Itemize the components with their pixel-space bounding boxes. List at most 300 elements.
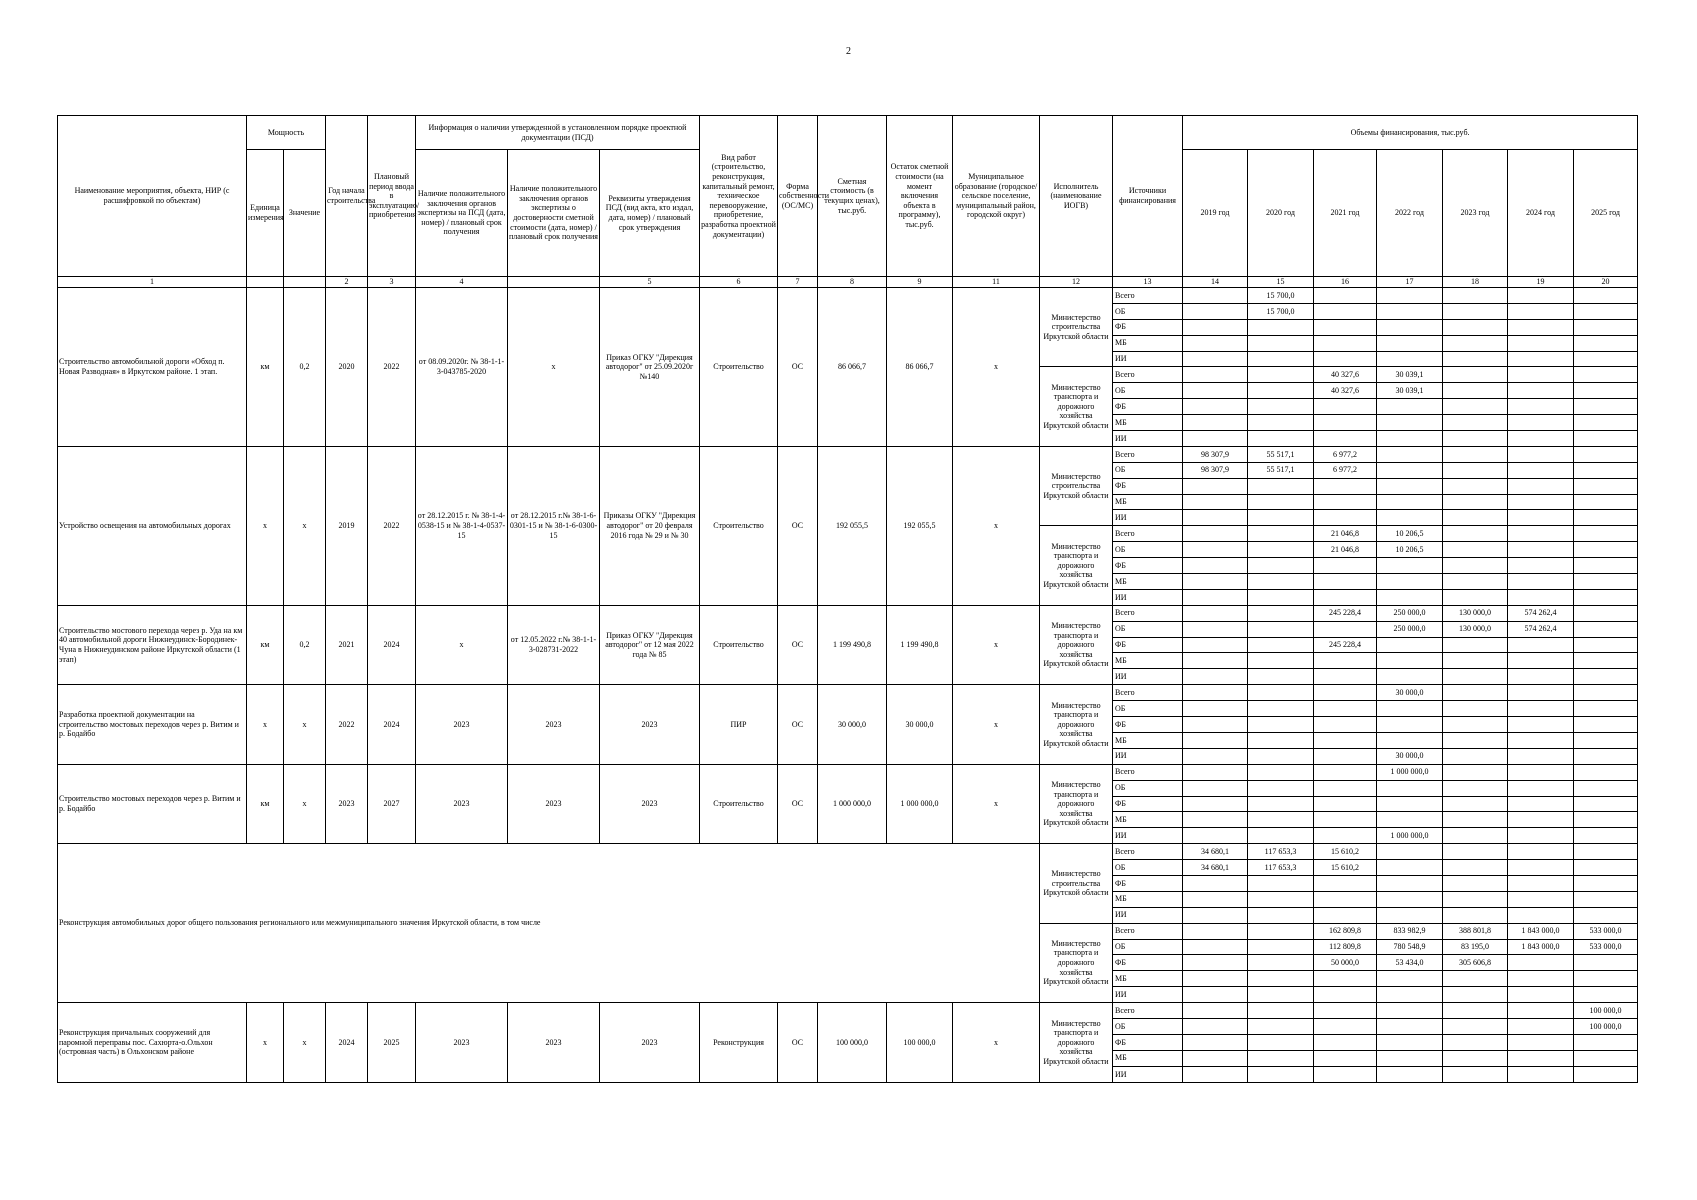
funding-value (1377, 335, 1443, 351)
value-cell: х (284, 446, 326, 605)
funding-value (1508, 780, 1574, 796)
value-cell: х (284, 1003, 326, 1083)
funding-value (1314, 987, 1377, 1003)
funding-value (1508, 319, 1574, 335)
funding-value (1248, 589, 1314, 605)
funding-value (1314, 717, 1377, 733)
funding-value (1248, 732, 1314, 748)
funding-value: 162 809,8 (1314, 923, 1377, 939)
ownership-cell: ОС (778, 1003, 818, 1083)
source-label: ИИ (1113, 748, 1183, 764)
funding-value (1377, 701, 1443, 717)
header-year: 2019 год (1183, 150, 1248, 277)
funding-value: 100 000,0 (1574, 1018, 1638, 1034)
source-label: ОБ (1113, 1018, 1183, 1034)
funding-value (1183, 875, 1248, 891)
funding-value (1248, 478, 1314, 494)
financing-table (57, 115, 1638, 1083)
psd-requisites-cell: 2023 (600, 764, 700, 843)
source-label: Всего (1113, 1003, 1183, 1019)
funding-value (1248, 542, 1314, 558)
funding-value (1183, 558, 1248, 574)
funding-value (1183, 303, 1248, 319)
header-year: 2024 год (1508, 150, 1574, 277)
funding-value (1183, 574, 1248, 590)
funding-value (1443, 1050, 1508, 1066)
funding-value (1443, 542, 1508, 558)
funding-value (1183, 542, 1248, 558)
column-number: 17 (1377, 277, 1443, 288)
funding-value: 117 653,3 (1248, 844, 1314, 860)
executor-cell: Министерство транспорта и дорожного хозяйства Иркутской области (1040, 1003, 1113, 1083)
funding-value (1508, 1018, 1574, 1034)
table-row (58, 685, 1638, 701)
funding-value: 100 000,0 (1574, 1003, 1638, 1019)
funding-value (1248, 558, 1314, 574)
source-label: МБ (1113, 891, 1183, 907)
funding-value (1443, 971, 1508, 987)
funding-value (1314, 1050, 1377, 1066)
psd-estimate-cell: 2023 (508, 685, 600, 764)
municipality-cell: х (953, 288, 1040, 447)
funding-value (1508, 574, 1574, 590)
funding-value: 245 228,4 (1314, 605, 1377, 621)
funding-value (1377, 462, 1443, 478)
funding-value (1314, 415, 1377, 431)
source-label: ОБ (1113, 462, 1183, 478)
source-label: Всего (1113, 605, 1183, 621)
table-row (58, 446, 1638, 462)
funding-value (1248, 1050, 1314, 1066)
source-label: ИИ (1113, 589, 1183, 605)
funding-value (1508, 748, 1574, 764)
est-cost-cell: 1 000 000,0 (818, 764, 887, 843)
funding-value (1574, 732, 1638, 748)
column-number: 18 (1443, 277, 1508, 288)
funding-value: 250 000,0 (1377, 621, 1443, 637)
funding-value (1443, 828, 1508, 844)
funding-value (1508, 1050, 1574, 1066)
executor-cell: Министерство транспорта и дорожного хозяйства Иркутской области (1040, 685, 1113, 764)
funding-value (1248, 923, 1314, 939)
table-row (58, 764, 1638, 780)
funding-value (1377, 1066, 1443, 1082)
funding-value (1508, 383, 1574, 399)
funding-value (1508, 971, 1574, 987)
funding-value (1248, 955, 1314, 971)
funding-value (1377, 717, 1443, 733)
funding-value (1574, 955, 1638, 971)
work-type-cell: Строительство (700, 446, 778, 605)
funding-value (1183, 637, 1248, 653)
funding-value (1377, 812, 1443, 828)
funding-value (1248, 605, 1314, 621)
psd-estimate-cell: 2023 (508, 764, 600, 843)
funding-value (1443, 685, 1508, 701)
funding-value (1183, 717, 1248, 733)
header-capacity: Мощность (247, 116, 326, 150)
remaining-cost-cell: 1 199 490,8 (887, 605, 953, 684)
funding-value (1443, 764, 1508, 780)
source-label: Всего (1113, 288, 1183, 304)
start-year-cell: 2019 (326, 446, 368, 605)
est-cost-cell: 30 000,0 (818, 685, 887, 764)
funding-value (1248, 701, 1314, 717)
funding-value (1314, 303, 1377, 319)
est-cost-cell: 1 199 490,8 (818, 605, 887, 684)
funding-value (1377, 399, 1443, 415)
column-number: 11 (953, 277, 1040, 288)
plan-period-cell: 2027 (368, 764, 416, 843)
column-number-row (58, 277, 1638, 288)
funding-value (1248, 891, 1314, 907)
funding-value: 1 843 000,0 (1508, 923, 1574, 939)
funding-value (1314, 431, 1377, 447)
psd-requisites-cell: 2023 (600, 1003, 700, 1083)
funding-value (1248, 1018, 1314, 1034)
object-name: Разработка проектной документации на строительство мостовых переходов через р. Витим и р. Бодайбо (58, 685, 247, 764)
source-label: Всего (1113, 367, 1183, 383)
funding-value (1443, 812, 1508, 828)
funding-value (1443, 1066, 1508, 1082)
funding-value (1314, 510, 1377, 526)
funding-value (1443, 637, 1508, 653)
funding-value (1183, 494, 1248, 510)
table-row (58, 605, 1638, 621)
source-label: Всего (1113, 526, 1183, 542)
funding-value (1443, 780, 1508, 796)
funding-value (1248, 637, 1314, 653)
funding-value (1508, 589, 1574, 605)
funding-value (1377, 1018, 1443, 1034)
funding-value (1377, 891, 1443, 907)
remaining-cost-cell: 100 000,0 (887, 1003, 953, 1083)
municipality-cell: х (953, 1003, 1040, 1083)
funding-value (1508, 732, 1574, 748)
remaining-cost-cell: 86 066,7 (887, 288, 953, 447)
funding-value: 6 977,2 (1314, 462, 1377, 478)
funding-value (1508, 462, 1574, 478)
funding-value (1443, 669, 1508, 685)
ownership-cell: ОС (778, 288, 818, 447)
funding-value: 245 228,4 (1314, 637, 1377, 653)
funding-value (1183, 1050, 1248, 1066)
municipality-cell: х (953, 446, 1040, 605)
funding-value: 130 000,0 (1443, 605, 1508, 621)
funding-value (1248, 526, 1314, 542)
column-number: 19 (1508, 277, 1574, 288)
est-cost-cell: 192 055,5 (818, 446, 887, 605)
source-label: Всего (1113, 685, 1183, 701)
funding-value: 15 700,0 (1248, 303, 1314, 319)
funding-value (1377, 637, 1443, 653)
funding-value (1574, 574, 1638, 590)
object-name: Строительство мостовых переходов через р. Витим и р. Бодайбо (58, 764, 247, 843)
psd-requisites-cell: Приказы ОГКУ "Дирекция автодорог" от 20 февраля 2016 года № 29 и № 30 (600, 446, 700, 605)
source-label: ФБ (1113, 399, 1183, 415)
source-label: ИИ (1113, 828, 1183, 844)
psd-estimate-cell: 2023 (508, 1003, 600, 1083)
funding-value (1248, 335, 1314, 351)
header-sources: Источники финансирования (1113, 116, 1183, 277)
funding-value (1183, 351, 1248, 367)
source-label: ОБ (1113, 303, 1183, 319)
table-row (58, 288, 1638, 304)
value-cell: 0,2 (284, 288, 326, 447)
funding-value (1508, 685, 1574, 701)
funding-value (1183, 748, 1248, 764)
funding-value (1248, 653, 1314, 669)
psd-requisites-cell: Приказ ОГКУ "Дирекция автодорог" от 25.09.2020г №140 (600, 288, 700, 447)
psd-positive-cell: от 08.09.2020г. № 38-1-1-3-043785-2020 (416, 288, 508, 447)
funding-value (1248, 828, 1314, 844)
column-number (284, 277, 326, 288)
funding-value (1574, 558, 1638, 574)
municipality-cell: х (953, 764, 1040, 843)
source-label: Всего (1113, 844, 1183, 860)
ownership-cell: ОС (778, 764, 818, 843)
funding-value (1314, 732, 1377, 748)
header-psd-positive: Наличие положительного заключения органов экспертизы на ПСД (дата, номер) / плановый срок получения (416, 150, 508, 277)
funding-value (1508, 891, 1574, 907)
column-number: 1 (58, 277, 247, 288)
start-year-cell: 2022 (326, 685, 368, 764)
funding-value (1183, 478, 1248, 494)
value-cell: 0,2 (284, 605, 326, 684)
source-label: ИИ (1113, 510, 1183, 526)
funding-value: 98 307,9 (1183, 462, 1248, 478)
municipality-cell: х (953, 685, 1040, 764)
funding-value (1574, 764, 1638, 780)
funding-value (1183, 367, 1248, 383)
funding-value (1314, 621, 1377, 637)
funding-value (1508, 367, 1574, 383)
funding-value (1183, 399, 1248, 415)
column-number: 15 (1248, 277, 1314, 288)
executor-cell: Министерство транспорта и дорожного хозяйства Иркутской области (1040, 605, 1113, 684)
funding-value (1508, 955, 1574, 971)
funding-value: 98 307,9 (1183, 446, 1248, 462)
funding-value: 15 610,2 (1314, 844, 1377, 860)
funding-value (1574, 844, 1638, 860)
funding-value (1574, 494, 1638, 510)
psd-estimate-cell: х (508, 288, 600, 447)
funding-value (1183, 907, 1248, 923)
funding-value (1508, 494, 1574, 510)
funding-value: 50 000,0 (1314, 955, 1377, 971)
funding-value (1508, 335, 1574, 351)
funding-value: 30 000,0 (1377, 685, 1443, 701)
funding-value (1508, 1034, 1574, 1050)
executor-cell: Министерство транспорта и дорожного хозяйства Иркутской области (1040, 526, 1113, 605)
funding-value: 1 843 000,0 (1508, 939, 1574, 955)
funding-value: 533 000,0 (1574, 923, 1638, 939)
funding-value (1183, 828, 1248, 844)
funding-value (1314, 1034, 1377, 1050)
source-label: ОБ (1113, 701, 1183, 717)
funding-value (1183, 812, 1248, 828)
funding-value (1183, 526, 1248, 542)
funding-value (1183, 685, 1248, 701)
source-label: ФБ (1113, 319, 1183, 335)
funding-value (1508, 288, 1574, 304)
plan-period-cell: 2025 (368, 1003, 416, 1083)
source-label: МБ (1113, 335, 1183, 351)
work-type-cell: Строительство (700, 288, 778, 447)
funding-value (1377, 796, 1443, 812)
funding-value (1443, 796, 1508, 812)
funding-value (1248, 415, 1314, 431)
funding-value (1183, 621, 1248, 637)
header-psd-estimate: Наличие положительного заключения органов экспертизы о достоверности сметной стоимости (дата, номер) / плановый срок получения (508, 150, 600, 277)
column-number: 6 (700, 277, 778, 288)
column-number: 4 (416, 277, 508, 288)
header-municipality: Муниципальное образование (городское/сельское поселение, муниципальный район, городской округ) (953, 116, 1040, 277)
funding-value (1443, 653, 1508, 669)
funding-value (1508, 1003, 1574, 1019)
funding-value (1377, 780, 1443, 796)
work-type-cell: Реконструкция (700, 1003, 778, 1083)
source-label: МБ (1113, 574, 1183, 590)
funding-value (1314, 748, 1377, 764)
funding-value (1183, 971, 1248, 987)
funding-value: 250 000,0 (1377, 605, 1443, 621)
executor-cell: Министерство строительства Иркутской области (1040, 446, 1113, 525)
funding-value (1574, 1066, 1638, 1082)
header-psd-info: Информация о наличии утвержденной в установленном порядке проектной документации (ПСД) (416, 116, 700, 150)
funding-value: 780 548,9 (1377, 939, 1443, 955)
funding-value: 21 046,8 (1314, 526, 1377, 542)
funding-value (1248, 907, 1314, 923)
source-label: ФБ (1113, 796, 1183, 812)
source-label: ОБ (1113, 780, 1183, 796)
funding-value (1574, 637, 1638, 653)
funding-value (1314, 574, 1377, 590)
funding-value (1248, 669, 1314, 685)
funding-value: 30 000,0 (1377, 748, 1443, 764)
funding-value (1377, 446, 1443, 462)
psd-positive-cell: х (416, 605, 508, 684)
plan-period-cell: 2024 (368, 685, 416, 764)
source-label: ФБ (1113, 875, 1183, 891)
funding-value: 10 206,5 (1377, 542, 1443, 558)
funding-value (1508, 415, 1574, 431)
funding-value (1248, 987, 1314, 1003)
funding-value (1314, 875, 1377, 891)
funding-value (1508, 717, 1574, 733)
funding-value (1508, 446, 1574, 462)
header-plan-period: Плановый период ввода в эксплуатацию/приобретения (368, 116, 416, 277)
funding-value: 21 046,8 (1314, 542, 1377, 558)
funding-value (1443, 987, 1508, 1003)
header-year: 2023 год (1443, 150, 1508, 277)
source-label: МБ (1113, 1050, 1183, 1066)
funding-value (1183, 1003, 1248, 1019)
source-label: ФБ (1113, 478, 1183, 494)
funding-value (1314, 701, 1377, 717)
funding-value (1443, 875, 1508, 891)
object-name: Реконструкция причальных сооружений для паромной переправы пос. Сахюрта-о.Ольхон (островная часть) в Ольхонском районе (58, 1003, 247, 1083)
funding-value (1183, 653, 1248, 669)
source-label: ФБ (1113, 1034, 1183, 1050)
funding-value: 117 653,3 (1248, 860, 1314, 876)
funding-value (1377, 971, 1443, 987)
source-label: ФБ (1113, 717, 1183, 733)
funding-value (1183, 987, 1248, 1003)
unit-cell: км (247, 605, 284, 684)
remaining-cost-cell: 30 000,0 (887, 685, 953, 764)
funding-value (1248, 1003, 1314, 1019)
source-label: Всего (1113, 923, 1183, 939)
funding-value: 533 000,0 (1574, 939, 1638, 955)
executor-cell: Министерство строительства Иркутской области (1040, 288, 1113, 367)
work-type-cell: ПИР (700, 685, 778, 764)
source-label: Всего (1113, 764, 1183, 780)
header-funding: Объемы финансирования, тыс.руб. (1183, 116, 1638, 150)
column-number: 3 (368, 277, 416, 288)
funding-value (1574, 828, 1638, 844)
header-start-year: Год начала строительства (326, 116, 368, 277)
header-psd-requisites: Реквизиты утверждения ПСД (вид акта, кто издал, дата, номер) / плановый срок утверждения (600, 150, 700, 277)
funding-value (1248, 494, 1314, 510)
funding-value (1443, 732, 1508, 748)
header-executor: Исполнитель (наименование ИОГВ) (1040, 116, 1113, 277)
plan-period-cell: 2024 (368, 605, 416, 684)
funding-value (1443, 1034, 1508, 1050)
funding-value: 30 039,1 (1377, 383, 1443, 399)
funding-value (1443, 717, 1508, 733)
funding-value (1248, 812, 1314, 828)
funding-value (1248, 621, 1314, 637)
funding-value (1508, 510, 1574, 526)
column-number: 2 (326, 277, 368, 288)
funding-value (1248, 1034, 1314, 1050)
funding-value (1508, 431, 1574, 447)
source-label: МБ (1113, 971, 1183, 987)
funding-value (1443, 319, 1508, 335)
source-label: МБ (1113, 732, 1183, 748)
source-label: МБ (1113, 653, 1183, 669)
psd-positive-cell: 2023 (416, 1003, 508, 1083)
funding-value (1248, 875, 1314, 891)
funding-value (1443, 288, 1508, 304)
funding-value (1574, 860, 1638, 876)
funding-value (1574, 717, 1638, 733)
funding-value (1314, 907, 1377, 923)
source-label: ИИ (1113, 351, 1183, 367)
funding-value (1183, 605, 1248, 621)
funding-value (1377, 669, 1443, 685)
funding-value (1314, 764, 1377, 780)
funding-value (1314, 685, 1377, 701)
funding-value (1443, 907, 1508, 923)
funding-value (1443, 383, 1508, 399)
funding-value (1443, 431, 1508, 447)
funding-value (1574, 431, 1638, 447)
funding-value (1183, 431, 1248, 447)
funding-value (1248, 399, 1314, 415)
funding-value (1574, 383, 1638, 399)
funding-value (1377, 351, 1443, 367)
funding-value: 833 982,9 (1377, 923, 1443, 939)
funding-value (1443, 399, 1508, 415)
column-number: 13 (1113, 277, 1183, 288)
est-cost-cell: 100 000,0 (818, 1003, 887, 1083)
funding-value: 388 801,8 (1443, 923, 1508, 939)
funding-value (1314, 780, 1377, 796)
source-label: ИИ (1113, 987, 1183, 1003)
source-label: МБ (1113, 494, 1183, 510)
